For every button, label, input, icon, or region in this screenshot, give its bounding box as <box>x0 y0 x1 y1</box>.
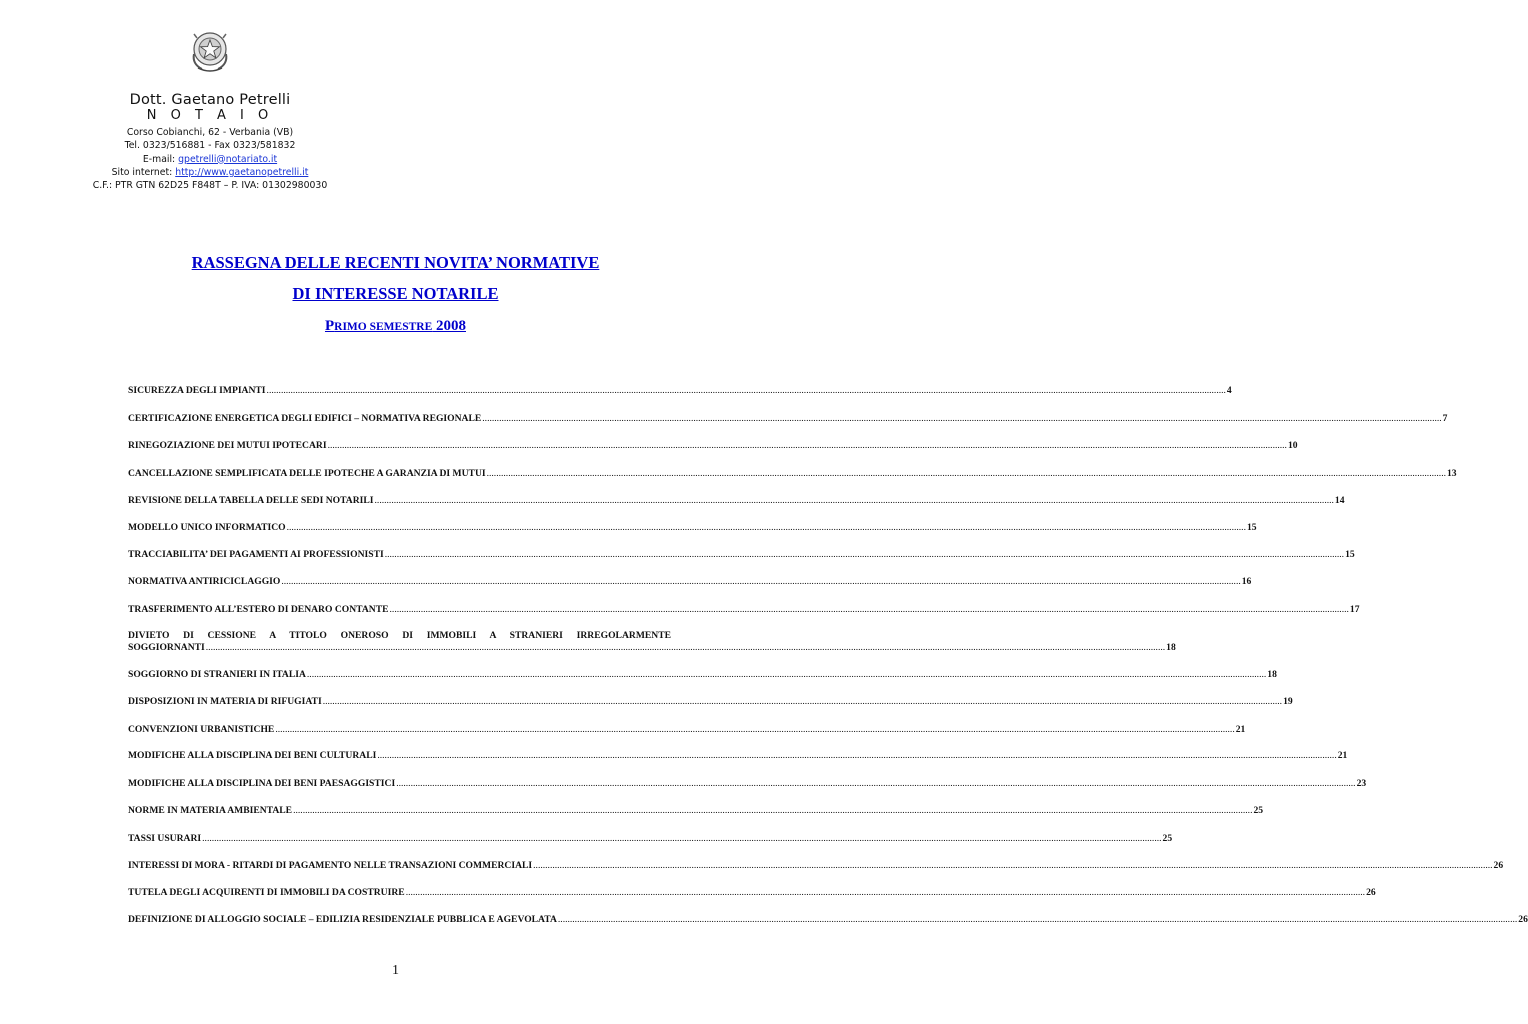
toc-leader-dots: ................................................................................................................................................................................................................................................................................................................................................................................................................ <box>384 549 1345 560</box>
document-subtitle <box>0 318 791 335</box>
toc-leader-dots: ................................................................................................................................................................................................................................................................................................................................................................................................................ <box>486 467 1446 479</box>
toc-entry-text: TUTELA DEGLI ACQUIRENTI DI IMMOBILI DA COSTRUIRE <box>128 886 405 898</box>
toc-entry-text: MODELLO UNICO INFORMATICO <box>128 521 286 533</box>
toc-leader-dots: ................................................................................................................................................................................................................................................................................................................................................................................................................ <box>396 777 1356 789</box>
toc-entry[interactable] <box>128 549 1355 561</box>
toc-entry-text: RINEGOZIAZIONE DEI MUTUI IPOTECARI <box>128 440 327 451</box>
toc-leader-dots: ................................................................................................................................................................................................................................................................................................................................................................................................................ <box>275 723 1235 735</box>
toc-page-number: 25 <box>1253 805 1264 816</box>
toc-page-number: 21 <box>1235 723 1246 735</box>
toc-page-number: 25 <box>1162 832 1173 844</box>
website-link[interactable]: http://www.gaetanopetrelli.it <box>175 166 309 178</box>
toc-entry-text: NORMATIVA ANTIRICICLAGGIO <box>128 576 281 587</box>
toc-leader-dots: ................................................................................................................................................................................................................................................................................................................................................................................................................ <box>266 385 1226 396</box>
toc-page-number: 16 <box>1241 576 1252 587</box>
document-title-line2: DI INTERESSE NOTARILE <box>292 284 499 303</box>
toc-entry-text: TASSI USURARI <box>128 832 202 844</box>
toc-page-number: 26 <box>1366 886 1376 898</box>
toc-leader-dots: ................................................................................................................................................................................................................................................................................................................................................................................................................ <box>322 696 1283 707</box>
toc-entry[interactable] <box>128 385 1232 397</box>
toc-page-number: 18 <box>1166 641 1176 653</box>
toc-entry-text: CERTIFICAZIONE ENERGETICA DEGLI EDIFICI – NORMATIVA REGIONALE <box>128 412 482 424</box>
toc-page-number: 19 <box>1283 696 1293 707</box>
toc-entry[interactable] <box>128 603 1360 616</box>
toc-entry-text: TRACCIABILITA’ DEI PAGAMENTI AI PROFESSIONISTI <box>128 549 384 560</box>
toc-entry[interactable] <box>128 521 1257 534</box>
toc-entry[interactable] <box>128 696 1293 708</box>
page-number: 1 <box>392 963 399 978</box>
toc-entry-text: CANCELLAZIONE SEMPLIFICATA DELLE IPOTECHE A GARANZIA DI MUTUI <box>128 467 486 479</box>
toc-entry[interactable] <box>128 440 1298 452</box>
website-label: Sito internet: <box>111 166 176 178</box>
toc-page-number: 15 <box>1246 521 1257 533</box>
toc-leader-dots: ................................................................................................................................................................................................................................................................................................................................................................................................................ <box>306 669 1267 680</box>
toc-page-number: 15 <box>1345 549 1355 560</box>
subtitle-initial: P <box>324 318 335 334</box>
toc-leader-dots: ................................................................................................................................................................................................................................................................................................................................................................................................................ <box>205 641 1166 653</box>
toc-leader-dots: ................................................................................................................................................................................................................................................................................................................................................................................................................ <box>405 886 1366 898</box>
toc-page-number: 10 <box>1287 440 1298 451</box>
toc-page-number: 23 <box>1356 777 1367 789</box>
toc-entry[interactable] <box>128 412 1448 425</box>
toc-entry-text: TRASFERIMENTO ALL’ESTERO DI DENARO CONTANTE <box>128 603 389 615</box>
toc-leader-dots: ................................................................................................................................................................................................................................................................................................................................................................................................................ <box>327 440 1287 451</box>
toc-entry[interactable] <box>128 750 1348 762</box>
toc-entry-text: INTERESSI DI MORA - RITARDI DI PAGAMENTO NELLE TRANSAZIONI COMMERCIALI <box>128 859 533 871</box>
toc-entry[interactable] <box>128 914 1528 926</box>
toc-leader-dots: ................................................................................................................................................................................................................................................................................................................................................................................................................ <box>293 805 1253 816</box>
toc-leader-dots: ................................................................................................................................................................................................................................................................................................................................................................................................................ <box>389 603 1349 615</box>
toc-entry-text: SICUREZZA DEGLI IMPIANTI <box>128 385 266 396</box>
toc-entry[interactable] <box>128 494 1345 507</box>
toc-page-number: 17 <box>1349 603 1360 615</box>
notary-title: N O T A I O <box>146 108 274 123</box>
toc-leader-dots: ................................................................................................................................................................................................................................................................................................................................................................................................................ <box>377 750 1337 761</box>
toc-leader-dots: ................................................................................................................................................................................................................................................................................................................................................................................................................ <box>286 521 1246 533</box>
toc-entry[interactable] <box>128 669 1277 681</box>
toc-entry-text: DEFINIZIONE DI ALLOGGIO SOCIALE – EDILIZIA RESIDENZIALE PUBBLICA E AGEVOLATA <box>128 914 557 925</box>
email-link[interactable]: gpetrelli@notariato.it <box>178 153 278 165</box>
toc-page-number: 18 <box>1267 669 1277 680</box>
toc-page-number: 26 <box>1518 914 1528 925</box>
toc-entry[interactable] <box>128 805 1264 817</box>
phone-fax: Tel. 0323/516881 - Fax 0323/581832 <box>124 140 296 152</box>
toc-page-number: 4 <box>1226 385 1232 396</box>
toc-page-number: 7 <box>1442 412 1448 424</box>
toc-entry-text: DISPOSIZIONI IN MATERIA DI RIFUGIATI <box>128 696 322 707</box>
toc-entry[interactable] <box>128 886 1376 899</box>
notary-name: Dott. Gaetano Petrelli <box>129 92 291 108</box>
document-title-line1: RASSEGNA DELLE RECENTI NOVITA’ NORMATIVE <box>191 253 600 272</box>
toc-entry-text: DIVIETO DI CESSIONE A TITOLO ONEROSO DI IMMOBILI A STRANIERI IRREGOLARMENTE <box>128 630 671 641</box>
toc-page-number: 14 <box>1334 494 1345 506</box>
toc-leader-dots: ................................................................................................................................................................................................................................................................................................................................................................................................................ <box>557 914 1518 925</box>
toc-page-number: 13 <box>1446 467 1457 479</box>
toc-leader-dots: ................................................................................................................................................................................................................................................................................................................................................................................................................ <box>202 832 1162 844</box>
address: Corso Cobianchi, 62 - Verbania (VB) <box>126 127 294 138</box>
email-label: E-mail: <box>142 153 179 165</box>
toc-entry-text: NORME IN MATERIA AMBIENTALE <box>128 805 293 816</box>
toc-entry[interactable] <box>128 777 1367 790</box>
toc-page-number: 21 <box>1337 750 1348 761</box>
toc-leader-dots: ................................................................................................................................................................................................................................................................................................................................................................................................................ <box>533 859 1493 871</box>
toc-entry[interactable] <box>128 859 1504 872</box>
toc-entry[interactable] <box>128 630 1176 653</box>
toc-leader-dots: ................................................................................................................................................................................................................................................................................................................................................................................................................ <box>281 576 1241 587</box>
toc-entry-text: REVISIONE DELLA TABELLA DELLE SEDI NOTARILI <box>128 494 374 506</box>
toc-entry-text: MODIFICHE ALLA DISCIPLINA DEI BENI PAESAGGISTICI <box>128 777 396 789</box>
toc-entry[interactable] <box>128 832 1173 845</box>
toc-leader-dots: ................................................................................................................................................................................................................................................................................................................................................................................................................ <box>374 494 1334 506</box>
subtitle-smallcaps: RIMO SEMESTRE <box>334 321 433 333</box>
toc-leader-dots: ................................................................................................................................................................................................................................................................................................................................................................................................................ <box>482 412 1442 424</box>
subtitle-year: 2008 <box>436 318 466 334</box>
toc-entry[interactable] <box>128 723 1246 736</box>
toc-entry[interactable] <box>128 576 1252 588</box>
website-line <box>90 166 330 179</box>
email-line <box>90 153 330 166</box>
italian-republic-emblem-icon <box>188 28 232 74</box>
letterhead <box>90 28 330 192</box>
toc-page-number: 26 <box>1493 859 1504 871</box>
toc-entry-text: SOGGIORNO DI STRANIERI IN ITALIA <box>128 669 306 680</box>
toc-entry-text-continued: SOGGIORNANTI <box>128 641 205 653</box>
toc-entry-text: MODIFICHE ALLA DISCIPLINA DEI BENI CULTURALI <box>128 750 377 761</box>
fiscal-code: C.F.: PTR GTN 62D25 F848T – P. IVA: 01302980030 <box>92 180 328 192</box>
toc-entry-text: CONVENZIONI URBANISTICHE <box>128 723 275 735</box>
toc-entry[interactable] <box>128 467 1457 480</box>
